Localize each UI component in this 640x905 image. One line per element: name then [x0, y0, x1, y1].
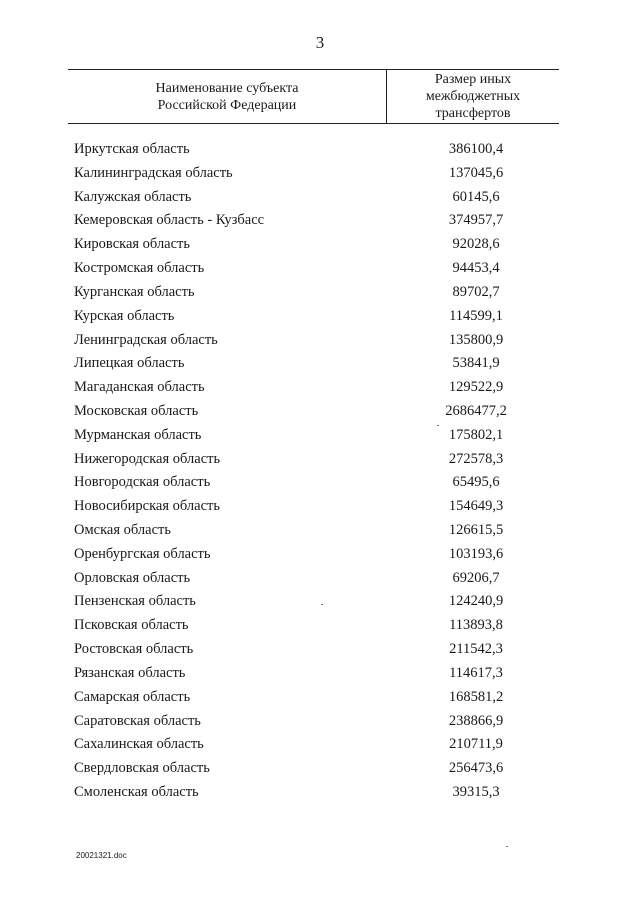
subject-name: Костромская область	[74, 260, 205, 277]
scan-speck	[321, 604, 323, 605]
table-row	[74, 781, 554, 805]
subject-name: Ленинградская область	[74, 331, 218, 348]
subject-name: Кировская область	[74, 236, 191, 253]
subject-name: Омская область	[74, 522, 171, 538]
subject-name: Московская область	[74, 402, 199, 419]
page-number: 3	[315, 33, 325, 52]
transfer-amount: 60145,6	[452, 188, 500, 205]
table-row	[74, 519, 554, 543]
transfer-amount: 386100,4	[448, 141, 504, 157]
transfer-amount: 114617,3	[449, 664, 503, 681]
transfer-amount: 89702,7	[452, 283, 500, 300]
table-row	[74, 424, 554, 448]
scan-speck	[506, 846, 508, 847]
table-row	[74, 710, 554, 734]
transfer-amount: 135800,9	[448, 331, 504, 348]
transfer-amount: 94453,4	[452, 260, 500, 277]
table-row	[74, 543, 554, 567]
transfer-amount: 272578,3	[448, 450, 504, 467]
transfer-amount: 53841,9	[452, 355, 500, 372]
table-row	[74, 305, 554, 329]
transfer-amount: 126615,5	[448, 522, 504, 538]
table-row	[74, 495, 554, 519]
subject-name: Кемеровская область - Кузбасс	[74, 212, 265, 229]
transfer-amount: 69206,7	[452, 569, 500, 586]
subject-name: Новгородская область	[74, 474, 211, 491]
scan-speck	[437, 425, 439, 426]
subject-name: Оренбургская область	[74, 545, 211, 562]
transfer-amount: 175802,1	[448, 426, 504, 443]
table-header	[68, 69, 559, 124]
transfer-amount: 374957,7	[448, 212, 504, 229]
transfer-amount: 2686477,2	[445, 402, 507, 419]
transfer-amount: 113893,8	[449, 617, 503, 634]
transfer-amount: 256473,6	[448, 760, 504, 777]
subject-name: Свердловская область	[74, 760, 210, 777]
transfer-amount: 65495,6	[452, 474, 500, 491]
subject-name: Сахалинская область	[74, 736, 204, 753]
subject-name: Курганская область	[74, 283, 195, 300]
subject-name: Курская область	[74, 307, 175, 324]
subject-name: Калининградская область	[74, 164, 233, 181]
table-row	[74, 757, 554, 781]
table-row	[74, 686, 554, 710]
table-row	[74, 233, 554, 257]
subject-name: Рязанская область	[74, 664, 186, 681]
table-row	[74, 329, 554, 353]
transfer-amount: 238866,9	[448, 712, 504, 729]
subject-name: Мурманская область	[74, 426, 202, 443]
subject-name: Иркутская область	[74, 141, 190, 157]
table-row	[74, 138, 554, 162]
table-row	[74, 400, 554, 424]
subject-name: Самарская область	[74, 688, 191, 705]
table-row	[74, 471, 554, 495]
table-row	[74, 352, 554, 376]
subject-name: Саратовская область	[74, 712, 201, 729]
subject-name: Липецкая область	[74, 355, 185, 372]
table-row	[74, 281, 554, 305]
table-row	[74, 638, 554, 662]
transfer-amount: 210711,9	[449, 736, 503, 753]
subject-name: Магаданская область	[74, 379, 205, 396]
table-row	[74, 662, 554, 686]
subject-name: Ростовская область	[74, 641, 194, 658]
transfer-amount: 154649,3	[448, 498, 504, 515]
table-body	[74, 138, 554, 805]
transfer-amount: 124240,9	[448, 593, 504, 610]
transfer-amount: 92028,6	[452, 236, 500, 253]
table-row	[74, 567, 554, 591]
table-row	[74, 376, 554, 400]
footer-doc-id: 20021321.doc	[76, 851, 127, 860]
transfer-amount: 137045,6	[448, 164, 504, 181]
table-row	[74, 209, 554, 233]
transfer-amount: 114599,1	[449, 307, 503, 324]
subject-name: Орловская область	[74, 569, 191, 586]
subject-name: Смоленская область	[74, 783, 199, 800]
subject-name: Нижегородская область	[74, 450, 221, 467]
subject-name: Псковская область	[74, 617, 189, 634]
table-row	[74, 590, 554, 614]
table-row	[74, 614, 554, 638]
transfer-amount: 168581,2	[448, 688, 504, 705]
transfer-amount: 211542,3	[449, 641, 503, 658]
subject-name: Пензенская область	[74, 593, 196, 610]
table-row	[74, 733, 554, 757]
transfer-amount: 39315,3	[452, 783, 500, 800]
header-transfer-amount: Размер иных межбюджетных трансфертов	[425, 72, 521, 121]
transfer-amount: 129522,9	[448, 379, 504, 396]
table-row	[74, 257, 554, 281]
table-row	[74, 162, 554, 186]
table-row	[74, 448, 554, 472]
header-subject-name: Наименование субъекта Российской Федерации	[155, 80, 299, 113]
subject-name: Калужская область	[74, 188, 192, 205]
transfer-amount: 103193,6	[448, 545, 504, 562]
subject-name: Новосибирская область	[74, 498, 220, 515]
table-row	[74, 186, 554, 210]
